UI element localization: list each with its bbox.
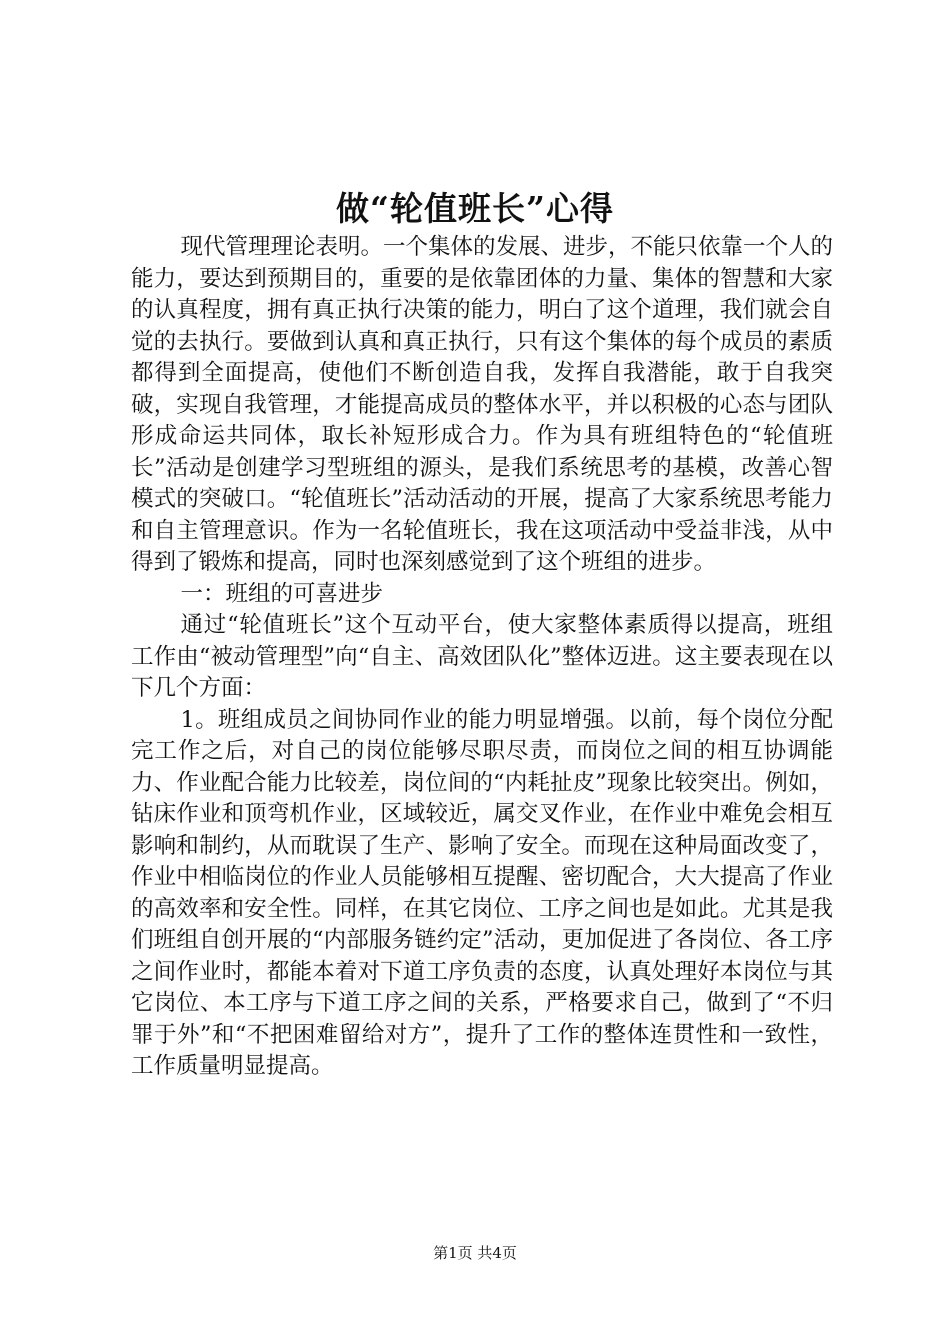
- section-heading-progress: 一：班组的可喜进步: [180, 580, 384, 607]
- paragraph-point-1: 1。班组成员之间协同作业的能力明显增强。以前，每个岗位分配完工作之后，对自己的岗位能够尽职尽责，而岗位之间的相互协调能力、作业配合能力比较差，岗位间的“内耗扯皮”现象比较突出。例如，钻床作业和顶弯机作业，区域较近，属交叉作业，在作业中难免会相互影响和制约，从而耽误了生产、影响了安全。而现在这种局面改变了，作业中相临岗位的作业人员能够相互提醒、密切配合，大大提高了作业的高效率和安全性。同样，在其它岗位、工序之间也是如此。尤其是我们班组自创开展的“内部服务链约定”活动，更加促进了各岗位、各工序之间作业时，都能本着对下道工序负责的态度，认真处理好本岗位与其它岗位、本工序与下道工序之间的关系，严格要求自己，做到了“不归罪于外”和“不把困难留给对方”，提升了工作的整体连贯性和一致性，工作质量明显提高。: [131, 706, 833, 1079]
- page-number-footer: 第1页 共4页: [433, 1244, 517, 1262]
- paragraph-intro: 现代管理理论表明。一个集体的发展、进步，不能只依靠一个人的能力，要达到预期目的，重要的是依靠团体的力量、集体的智慧和大家的认真程度，拥有真正执行决策的能力，明白了这个道理，我们就会自觉的去执行。要做到认真和真正执行，只有这个集体的每个成员的素质都得到全面提高，使他们不断创造自我，发挥自我潜能，敢于自我突破，实现自我管理，才能提高成员的整体水平，并以积极的心态与团队形成命运共同体，取长补短形成合力。作为具有班组特色的“轮值班长”活动是创建学习型班组的源头，是我们系统思考的基模，改善心智模式的突破口。“轮值班长”活动活动的开展，提高了大家系统思考能力和自主管理意识。作为一名轮值班长，我在这项活动中受益非浅，从中得到了锻炼和提高，同时也深刻感觉到了这个班组的进步。: [131, 234, 834, 575]
- document-body: [131, 232, 833, 1083]
- document-title: 做“轮值班长”心得: [336, 189, 614, 228]
- paragraph-platform: 通过“轮值班长”这个互动平台，使大家整体素质得以提高，班组工作由“被动管理型”向“自主、高效团队化”整体迈进。这主要表现在以下几个方面：: [131, 612, 833, 701]
